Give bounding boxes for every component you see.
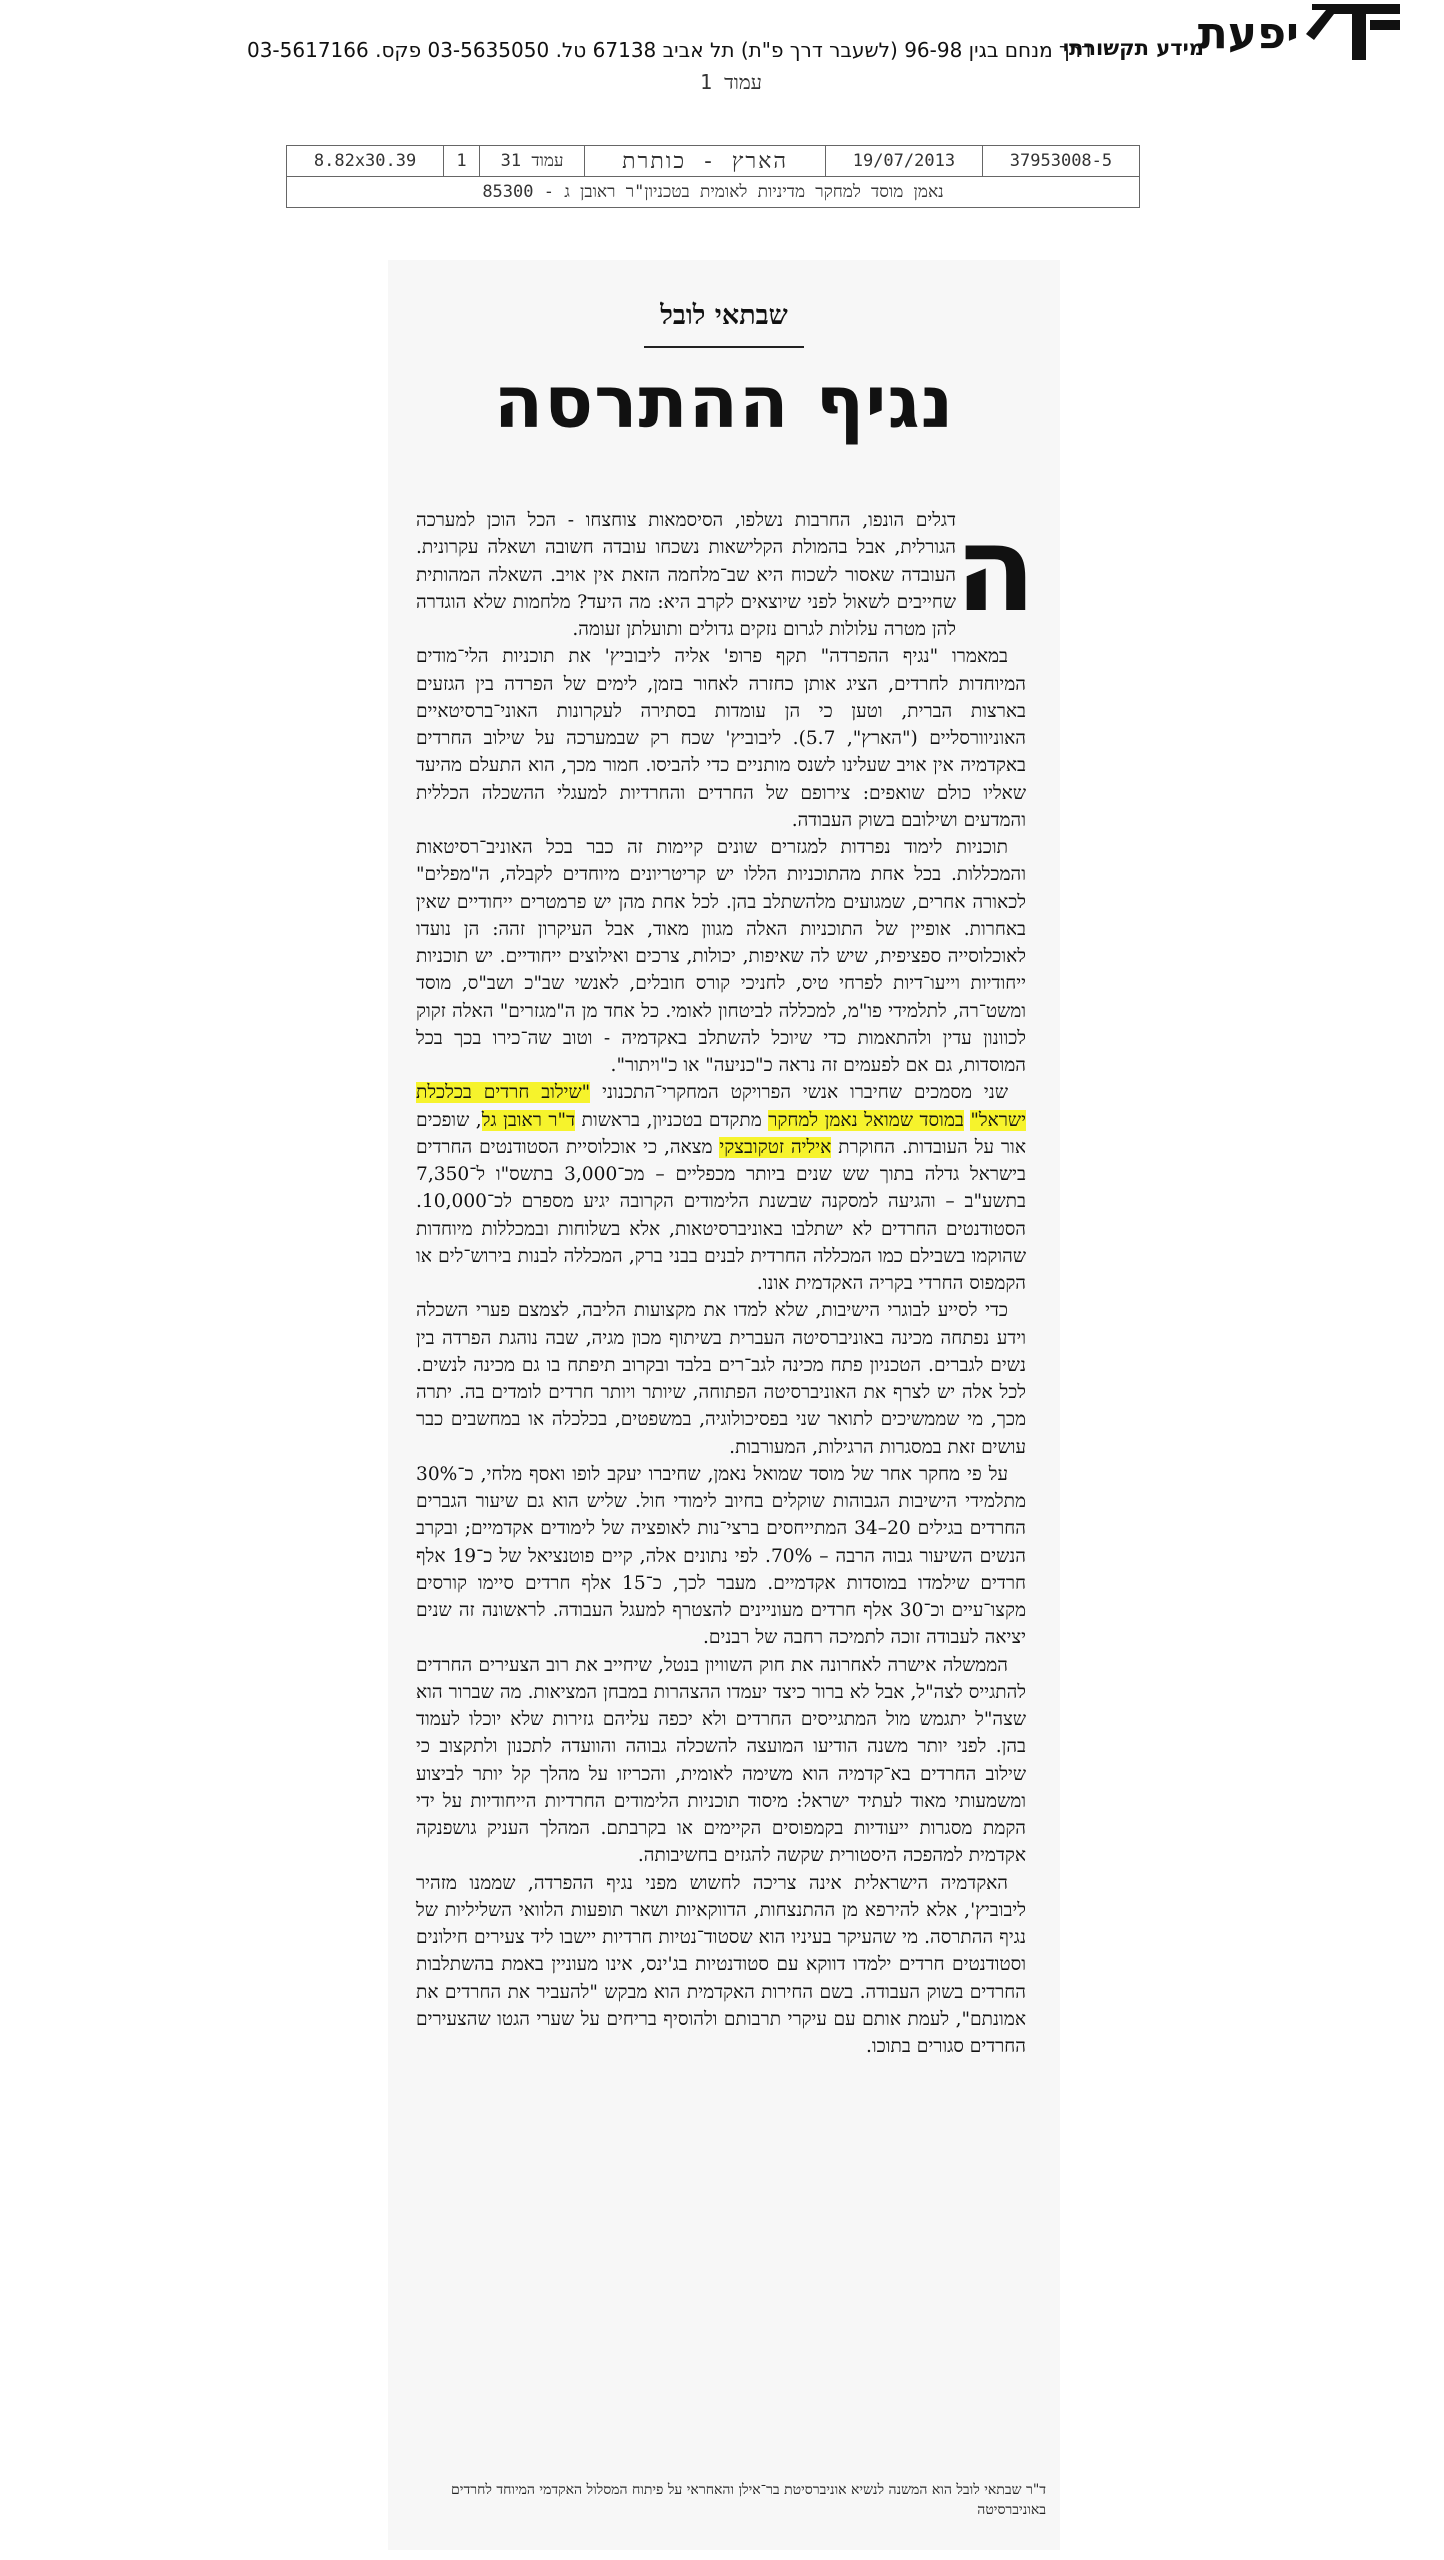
byline-divider: [644, 346, 804, 348]
meta-client: נאמן מוסד למחקר מדיניות לאומית בטכניון"ר ראובן ג - 85300: [287, 177, 1140, 208]
paragraph-4-text: מצאה, כי אוכלוסיית הסטודנטים החרדים בישראל גדלה בתוך שש שנים ביותר מכפליים – מכ־3,000 בתשס"ו ל־7,350 בתשע"ב – והגיעה למסקנה שבשנת הלימודים הקרובה יגיע מספרם לכ־10,000. הסטודנטים החרדים לא ישתלבו באוניברסיטאות, אלא בשלוחות ובמכללות מיוחדות שהוקמו בשבילם כמו המכללה החרדית לבנים בבני ברק, המכללה לבנות בירוש־לים או הקמפוס החרדי בקריה האקדמית אונו.: [416, 1136, 1026, 1294]
paragraph-4: [416, 1079, 1026, 1297]
yifat-logo-icon: [1304, 0, 1404, 62]
article-clipping: [388, 260, 1060, 2550]
paragraph-5: כדי לסייע לבוגרי הישיבות, שלא למדו את מקצועות הליבה, לצמצם פערי השכלה וידע נפתחה מכינה באוניברסיטה העברית בשיתוף מכון מגיה, שבה נוהגת הפרדה בין נשים לגברים. הטכניון פתח מכינה לגב־רים בלבד ובקרוב תיפתח בו גם מכינה לנשים. לכל אלה יש לצרף את האוניברסיטה הפתוחה, שיותר ויותר חרדים לומדים בה. יתרה מכך, מי שממשיכים לתואר שני בפסיכולוגיה, במשפטים, בכלכלה או במחשבים כבר עושים זאת במסגרות הרגילות, המעורבות.: [416, 1300, 1026, 1458]
paragraph-1: דגלים הונפו, החרבות נשלפו, הסיסמאות צוחצחו - הכל הוכן למערכה הגורלית, אבל בהמולת הקלישאות נשכחו עובדה חשובה ושאלה עקרונית. העובדה שאסור לשכוח היא שב־מלחמה הזאת אין אויב. השאלה המהותית שחייבים לשאול לפני שיוצאים לקרב היא: מה היעד? מלחמות שלא הוגדרה להן מטרה עלולות לגרום נזקים גדולים ותועלתן זעומה.: [416, 510, 956, 640]
paragraph-2: במאמרו "נגיף ההפרדה" תקף פרופ' אליה ליבוביץ' את תוכניות הלי־מודים המיוחדות לחרדים, הציג אותן כחזרה לאחור בזמן, לימים של הפרדה בין הגזעים בארצות הברית, וטען כי הן עומדות בסתירה לעקרונות האוני־ברסיטאיים האוניוורסליים ("הארץ", 5.7). ליבוביץ' שכח רק שבמערכה על שילוב החרדים באקדמיה אין אויב שעלינו לשנס מותניים כדי להביסו. חמור מכך, הוא התעלם מהיעד שאליו כולם שואפים: צירופם של החרדים והחרדיות למעגלי ההשכלה הכללית והמדעים ושילובם בשוק העבודה.: [416, 646, 1026, 831]
paragraph-8: האקדמיה הישראלית אינה צריכה לחשוש מפני נגיף ההפרדה, שממנו מזהיר ליבוביץ', אלא להירפא מן ההתנצחות, הדווקאיות ושאר תופעות הלוואי השליליות של נגיף ההתרסה. מי שהעיקר בעיניו הוא שסטוד־נטיות חרדיות יישבו ליד צעירים חילונים וסטודנטים חרדים ילמדו דווקא עם סטודנטיות בג'ינס, אינו מעוניין באמת בהשתלבות החרדים בשוק העבודה. בשם החירות האקדמית הוא מבקש "להעביר את החרדים את אמונתם", לעמת אותם עם עיקרי תרבותם ולהוסיף בריחים על שערי הגטו שהצעירים החרדים סגורים בתוכו.: [416, 1872, 1026, 2057]
yifat-subtitle: מידע תקשורתי: [1062, 36, 1204, 60]
meta-count: 1: [444, 146, 480, 177]
article-dropcap: ה: [954, 500, 1036, 638]
yifat-contact: דרך מנחם בגין 96-98 (לשעבר דרך פ"ת) תל אביב 67138 טל. 03-5635050 פקס. 03-5617166: [246, 38, 1092, 62]
yifat-brand: יפעת: [1197, 8, 1299, 59]
highlight-director: ד"ר ראובן גל: [481, 1109, 576, 1131]
meta-size: 8.82x30.39: [287, 146, 444, 177]
paragraph-7: הממשלה אישרה לאחרונה את חוק השוויון בנטל, שיחייב את רוב הצעירים החרדים להתגייס לצה"ל, אבל לא ברור כיצד יעמדו ההצהרות במבחן המציאות. מה שברור הוא שצה"ל יתגמש מול המתגייסים החרדים ולא יכפה עליהם גזירות שלא יוכלו לעמוד בהן. לפני יותר משנה הודיעו המועצה להשכלה גבוהה והוועדה לתכנון ולתקצוב כי שילוב החרדים בא־קדמיה הוא משימה לאומית, והכריזו על מהלך קל יותר לביצוע ומשמעותי מאוד לעתיד ישראל: מיסוד תוכניות הלימודים החרדיות הייחודיות על ידי הקמת מסגרות ייעודיות בקמפוסים הקיימים או בקרבתם. המהלך העניק גושפנקה אקדמית למהפכה היסטורית שקשה להגזים בחשיבותה.: [416, 1654, 1026, 1867]
highlight-researcher: איליה זטקובצקי: [719, 1136, 832, 1158]
clipping-metadata-table: [286, 145, 1140, 208]
paragraph-6: על פי מחקר אחר של מוסד שמואל נאמן, שחיברו יעקב לופו ואסף מלחי, כ־30% מתלמידי הישיבות הגבוהות שוקלים בחיוב לימודי חול. שליש הוא גם שיעור הגברים החרדים בגילים 20–34 המתייחסים ברצי־נות לאופציה של לימודים אקדמיים; ובקרב הנשים השיעור גבוה הרבה – 70%. לפי נתונים אלה, קיים פוטנציאל של כ־19 אלף חרדים שילמדו במוסדות אקדמיים. מעבר לכך, כ־15 אלף חרדים סיימו קורסים מקצו־עיים וכ־30 אלף חרדים מעוניינים להצטרף למעגל העבודה. לראשונה זה שנים יציאה לעבודה זוכה לתמיכה רחבה של רבנים.: [416, 1463, 1026, 1649]
meta-page: עמוד 31: [479, 146, 584, 177]
metadata-row: [287, 146, 1140, 177]
highlight-project-name: "שילוב חרדים בכלכלת ישראל": [416, 1082, 1026, 1131]
yifat-header: [0, 0, 1444, 100]
article-body: [416, 507, 1026, 2060]
paragraph-4-text: שני מסמכים שחיברו אנשי הפרויקט המחקרי־התכנוני: [590, 1082, 1008, 1104]
metadata-client-row: [287, 177, 1140, 208]
author-footnote: ד"ר שבתאי לובל הוא המשנה לנשיא אוניברסיטת בר־אילן והאחראי על פיתוח המסלול האקדמי המיוחד לחרדים באוניברסיטה: [451, 2482, 1046, 2518]
paragraph-3: תוכניות לימוד נפרדות למגזרים שונים קיימות זה כבר בכל האוניב־רסיטאות והמכללות. בכל אחת מהתוכניות הללו יש קריטריונים מיוחדים לקבלה, ה"מפלים" לכאורה אחרים, שמגועים מלהשתלב בהן. לכל אחת מהן יש פרמטרים ייחודיים שאין באחרות. אופיין של התוכניות האלה מגוון מאוד, אבל העיקרון זהה: הן נועדו לאוכלוסייה ספציפית, שיש לה שאיפות, יכולות, צרכים ואילוצים ייחודיים. יש תוכניות ייחודיות וייעו־דיות לפרחי טיס, לחניכי קורס חובלים, לאנשי שב"כ ושב"ס, מוסד ומשט־רה, לתלמידי פו"מ, למכללה לביטחון לאומי. כל אחד מן ה"מגזרים" האלה זקוק לכוונון עדין ולהתאמות כדי שיוכל להשתלב באקדמיה - וטוב שה־כירו בכך בכל המוסדות, גם אם לפעמים זה נראה כ"כניעה" או כ"ויתור".: [416, 837, 1026, 1076]
page-number-label: עמוד 1: [700, 70, 762, 94]
paragraph-4-text: מתקדם בטכניון, בראשות: [575, 1109, 769, 1131]
highlight-institute: במוסד שמואל נאמן למחקר: [768, 1109, 964, 1131]
article-byline: שבתאי לובל: [660, 300, 788, 331]
article-headline: נגיף ההתרסה: [493, 360, 955, 444]
paragraph-4-text: , שופכים אור על העובדות. החוקרת: [416, 1109, 1026, 1158]
meta-id: 37953008-5: [982, 146, 1139, 177]
meta-publication: הארץ - כותרת: [585, 146, 826, 177]
meta-date: 19/07/2013: [825, 146, 982, 177]
